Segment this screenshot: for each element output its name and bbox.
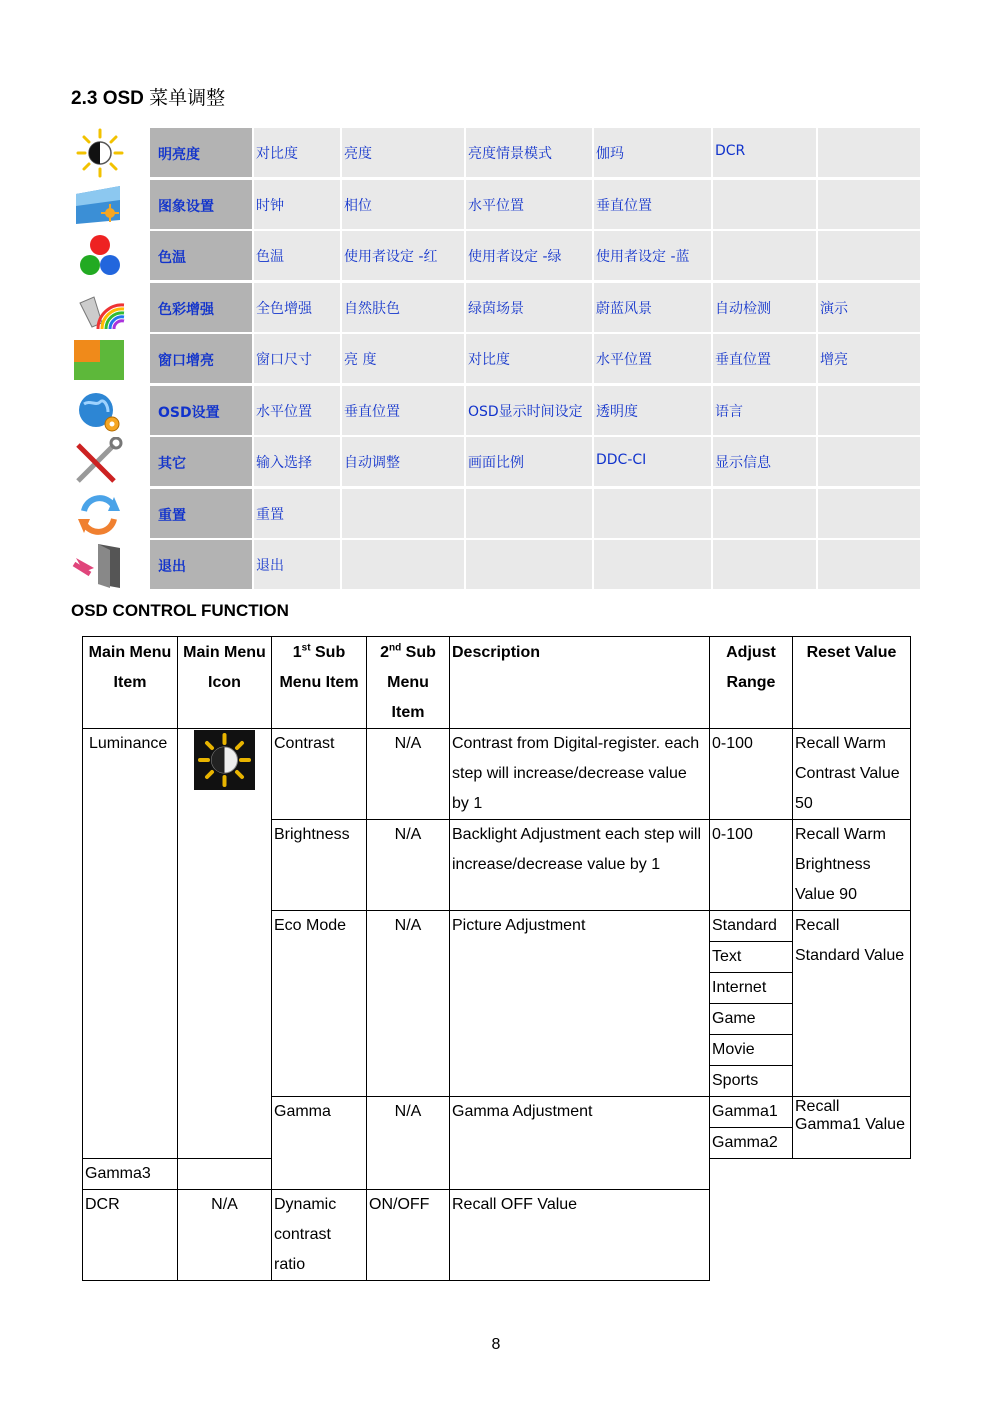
osd-sub-menu-item: 伽玛 <box>594 128 711 177</box>
osd-sub-menu-item <box>342 540 464 589</box>
range-eco-standard: Standard <box>710 911 793 942</box>
osd-menu-row <box>70 334 920 383</box>
osd-menu-row <box>70 386 920 435</box>
osd-sub-menu-item: 对比度 <box>466 334 592 383</box>
exit-icon <box>70 540 130 590</box>
range-gamma1: Gamma1 <box>710 1097 793 1128</box>
osd-sub-menu-item: 亮度 <box>342 128 464 177</box>
sub2-contrast: N/A <box>367 729 450 820</box>
header-adjust-range: Adjust Range <box>710 637 793 729</box>
osd-sub-menu-item <box>818 386 920 435</box>
desc-contrast: Contrast from Digital-register. each step will increase/decrease value by 1 <box>450 729 710 820</box>
osd-sub-menu-item: 显示信息 <box>713 437 816 486</box>
osd-sub-menu-item <box>818 180 920 229</box>
reset-eco-mode: Recall Standard Value <box>793 911 911 1097</box>
sub1-contrast: Contrast <box>272 729 367 820</box>
osd-sub-menu-item: 画面比例 <box>466 437 592 486</box>
range-gamma3: Gamma3 <box>83 1159 178 1190</box>
osd-main-menu-item: 色温 <box>150 231 252 280</box>
osd-control-table <box>82 636 911 1281</box>
sub1-dcr: DCR <box>83 1190 178 1281</box>
osd-sub-menu-item: 对比度 <box>254 128 340 177</box>
osd-sub-menu-item <box>594 489 711 538</box>
osd-menu-grid <box>70 128 920 592</box>
range-eco-text: Text <box>710 942 793 973</box>
reset-contrast: Recall Warm Contrast Value 50 <box>793 729 911 820</box>
osd-sub-menu-item: 全色增强 <box>254 283 340 332</box>
osd-sub-menu-item: 使用者设定 -绿 <box>466 231 592 280</box>
osd-sub-menu-item <box>713 540 816 589</box>
osd-sub-menu-item: 自然肤色 <box>342 283 464 332</box>
luminance-sun-icon <box>194 730 255 790</box>
osd-sub-menu-item: 水平位置 <box>594 334 711 383</box>
header-main-item: Main Menu Item <box>83 637 178 729</box>
osd-sub-menu-item <box>713 231 816 280</box>
osd-main-menu-item: 窗口增亮 <box>150 334 252 383</box>
osd-menu-row <box>70 540 920 589</box>
control-function-title: OSD CONTROL FUNCTION <box>71 601 289 620</box>
sub2-eco-mode: N/A <box>367 911 450 1097</box>
table-row <box>83 1190 911 1281</box>
osd-sub-menu-item <box>466 540 592 589</box>
osd-main-menu-item: OSD设置 <box>150 386 252 435</box>
osd-sub-menu-item <box>818 489 920 538</box>
osd-sub-menu-item <box>818 128 920 177</box>
osd-sub-menu-item <box>713 180 816 229</box>
osd-sub-menu-item: 语言 <box>713 386 816 435</box>
section-number: 2.3 OSD <box>71 88 144 109</box>
picture-boost-icon <box>70 334 130 384</box>
osd-sub-menu-item: 使用者设定 -红 <box>342 231 464 280</box>
osd-sub-menu-item <box>594 540 711 589</box>
osd-sub-menu-item: 增亮 <box>818 334 920 383</box>
header-description: Description <box>450 637 710 729</box>
range-contrast: 0-100 <box>710 729 793 820</box>
osd-sub-menu-item <box>342 489 464 538</box>
table-row <box>83 729 911 820</box>
sub1-brightness: Brightness <box>272 820 367 911</box>
sub1-eco-mode: Eco Mode <box>272 911 367 1097</box>
sub2-brightness: N/A <box>367 820 450 911</box>
desc-eco-mode: Picture Adjustment <box>450 911 710 1097</box>
osd-main-menu-item: 其它 <box>150 437 252 486</box>
range-eco-internet: Internet <box>710 973 793 1004</box>
osd-sub-menu-item: 水平位置 <box>466 180 592 229</box>
header-main-icon: Main Menu Icon <box>178 637 272 729</box>
desc-gamma: Gamma Adjustment <box>450 1097 710 1190</box>
page-number: 8 <box>491 1336 501 1353</box>
osd-sub-menu-item: DDC-CI <box>594 437 711 486</box>
extra-tools-icon <box>70 437 130 487</box>
desc-brightness: Backlight Adjustment each step will increase/decrease value by 1 <box>450 820 710 911</box>
osd-sub-menu-item: 重置 <box>254 489 340 538</box>
header-sub1: 1st Sub Menu Item <box>272 637 367 729</box>
osd-sub-menu-item <box>466 489 592 538</box>
osd-sub-menu-item: 自动调整 <box>342 437 464 486</box>
section-title <box>71 83 225 110</box>
osd-sub-menu-item: 垂直位置 <box>713 334 816 383</box>
osd-sub-menu-item: 色温 <box>254 231 340 280</box>
osd-sub-menu-item: 蔚蓝风景 <box>594 283 711 332</box>
osd-sub-menu-item: 垂直位置 <box>594 180 711 229</box>
image-setup-icon <box>70 180 130 230</box>
osd-sub-menu-item: DCR <box>713 128 816 177</box>
reset-dcr: Recall OFF Value <box>450 1190 710 1281</box>
color-boost-icon <box>70 283 130 333</box>
osd-sub-menu-item <box>818 231 920 280</box>
luminance-main-icon-cell <box>178 729 272 1159</box>
osd-main-menu-item: 图象设置 <box>150 180 252 229</box>
osd-sub-menu-item: OSD显示时间设定 <box>466 386 592 435</box>
reset-gamma: Recall Gamma1 Value <box>793 1097 911 1159</box>
osd-sub-menu-item: 退出 <box>254 540 340 589</box>
osd-sub-menu-item <box>713 489 816 538</box>
desc-dcr: Dynamic contrast ratio <box>272 1190 367 1281</box>
header-reset-value: Reset Value <box>793 637 911 729</box>
osd-setup-icon <box>70 386 130 436</box>
osd-sub-menu-item: 时钟 <box>254 180 340 229</box>
osd-sub-menu-item: 透明度 <box>594 386 711 435</box>
osd-sub-menu-item: 使用者设定 -蓝 <box>594 231 711 280</box>
osd-menu-row <box>70 283 920 332</box>
osd-sub-menu-item: 自动检测 <box>713 283 816 332</box>
osd-sub-menu-item: 亮度情景模式 <box>466 128 592 177</box>
reset-brightness: Recall Warm Brightness Value 90 <box>793 820 911 911</box>
osd-menu-row <box>70 489 920 538</box>
osd-sub-menu-item: 水平位置 <box>254 386 340 435</box>
osd-sub-menu-item: 亮 度 <box>342 334 464 383</box>
osd-sub-menu-item: 窗口尺寸 <box>254 334 340 383</box>
osd-menu-row <box>70 231 920 280</box>
osd-sub-menu-item: 演示 <box>818 283 920 332</box>
osd-sub-menu-item <box>818 540 920 589</box>
range-gamma2: Gamma2 <box>710 1128 793 1159</box>
section-title-cn: 菜单调整 <box>149 87 226 109</box>
sub1-gamma: Gamma <box>272 1097 367 1190</box>
osd-main-menu-item: 色彩增强 <box>150 283 252 332</box>
sub2-gamma: N/A <box>367 1097 450 1190</box>
osd-main-menu-item: 退出 <box>150 540 252 589</box>
osd-sub-menu-item: 垂直位置 <box>342 386 464 435</box>
color-temp-icon <box>70 231 130 281</box>
osd-sub-menu-item: 相位 <box>342 180 464 229</box>
header-sub2: 2nd Sub Menu Item <box>367 637 450 729</box>
luminance-sun-icon <box>70 128 130 178</box>
osd-main-menu-item: 重置 <box>150 489 252 538</box>
osd-sub-menu-item: 输入选择 <box>254 437 340 486</box>
range-dcr: ON/OFF <box>367 1190 450 1281</box>
osd-menu-row <box>70 128 920 177</box>
osd-sub-menu-item: 绿茵场景 <box>466 283 592 332</box>
reset-gamma-empty <box>178 1159 272 1190</box>
osd-sub-menu-item <box>818 437 920 486</box>
range-brightness: 0-100 <box>710 820 793 911</box>
main-item-luminance: Luminance <box>83 729 178 1159</box>
reset-icon <box>70 489 130 539</box>
table-header-row <box>83 637 911 729</box>
osd-menu-row <box>70 180 920 229</box>
osd-main-menu-item: 明亮度 <box>150 128 252 177</box>
range-eco-sports: Sports <box>710 1066 793 1097</box>
range-eco-movie: Movie <box>710 1035 793 1066</box>
range-eco-game: Game <box>710 1004 793 1035</box>
sub2-dcr: N/A <box>178 1190 272 1281</box>
osd-menu-row <box>70 437 920 486</box>
